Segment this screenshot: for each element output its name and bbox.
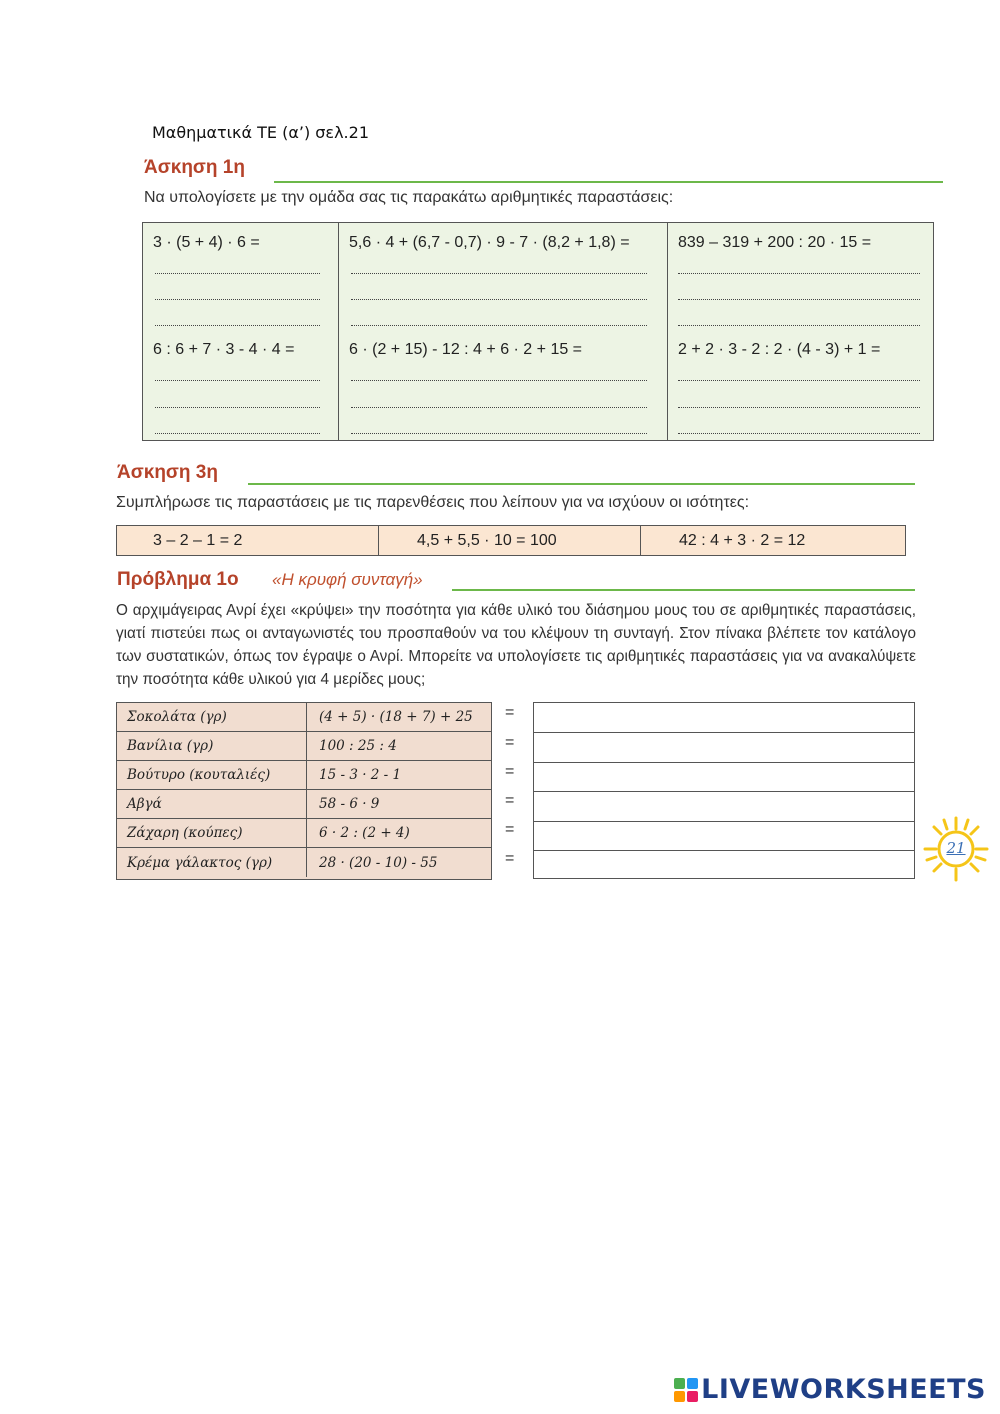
answer-line[interactable] <box>155 380 320 381</box>
exercise1-instruction: Να υπολογίσετε με την ομάδα σας τις παρακάτω αριθμητικές παραστάσεις: <box>144 189 674 206</box>
exercise1-title-line <box>274 181 943 183</box>
exercise3-cell[interactable]: 42 : 4 + 3 · 2 = 12 <box>679 531 806 549</box>
table-row <box>117 848 491 877</box>
table-row <box>117 703 491 732</box>
ingredient-expression: (4 + 5) · (18 + 7) + 25 <box>319 709 473 725</box>
answer-line[interactable] <box>155 299 320 300</box>
problem1-subtitle: «Η κρυφή συνταγή» <box>272 570 423 589</box>
table-row <box>117 790 491 819</box>
expression: 5,6 · 4 + (6,7 - 0,7) · 9 - 7 · (8,2 + 1,8) = <box>349 234 630 251</box>
exercise3-cell[interactable]: 4,5 + 5,5 · 10 = 100 <box>379 526 641 555</box>
expression: 6 : 6 + 7 · 3 - 4 · 4 = <box>153 341 295 358</box>
answer-box[interactable] <box>533 732 915 763</box>
recipe-table <box>116 702 492 880</box>
table-row <box>117 761 491 790</box>
problem1-title-line <box>452 589 915 591</box>
liveworksheets-logo[interactable] <box>674 1374 986 1405</box>
answer-line[interactable] <box>678 380 920 381</box>
equals-sign: = <box>505 850 515 867</box>
ingredient-label: Αβγά <box>117 790 307 818</box>
answer-line[interactable] <box>155 407 320 408</box>
expression: 3 · (5 + 4) · 6 = <box>153 234 260 251</box>
exercise3-instruction: Συμπλήρωσε τις παραστάσεις με τις παρενθέσεις που λείπουν για να ισχύουν οι ισότητες: <box>116 494 750 511</box>
source-reference: Μαθηματικά ΤΕ (α’) σελ.21 <box>152 123 369 142</box>
ingredient-expression: 28 · (20 - 10) - 55 <box>319 854 438 871</box>
sun-icon <box>922 815 990 883</box>
logo-grid-icon <box>674 1378 698 1402</box>
expression: 2 + 2 · 3 - 2 : 2 · (4 - 3) + 1 = <box>678 341 881 358</box>
exercise3-table <box>116 525 906 556</box>
logo-text: LIVEWORKSHEETS <box>701 1374 986 1405</box>
answer-line[interactable] <box>678 325 920 326</box>
equals-sign: = <box>505 734 515 751</box>
page-number: 21 <box>946 839 966 857</box>
ingredient-label: Σοκολάτα (γρ) <box>117 703 307 731</box>
ingredient-label: Βούτυρο (κουταλιές) <box>117 761 307 789</box>
problem1-title: Πρόβλημα 1ο <box>117 569 239 590</box>
answer-box[interactable] <box>533 821 915 851</box>
answer-line[interactable] <box>678 433 920 434</box>
answer-line[interactable] <box>351 299 647 300</box>
answer-line[interactable] <box>351 407 647 408</box>
ingredient-expression: 15 - 3 · 2 - 1 <box>319 767 402 783</box>
answer-line[interactable] <box>678 299 920 300</box>
answer-box[interactable] <box>533 762 915 792</box>
answer-box[interactable] <box>533 702 915 733</box>
ingredient-expression: 58 - 6 · 9 <box>319 796 380 812</box>
answer-box[interactable] <box>533 850 915 879</box>
exercise1-column <box>143 223 339 440</box>
ingredient-expression: 6 · 2 : (2 + 4) <box>319 825 410 841</box>
expression: 6 · (2 + 15) - 12 : 4 + 6 · 2 + 15 = <box>349 341 583 358</box>
exercise1-column <box>668 223 933 440</box>
exercise3-title-line <box>248 483 915 485</box>
equals-sign: = <box>505 763 515 780</box>
answer-line[interactable] <box>155 433 320 434</box>
exercise3-title: Άσκηση 3η <box>117 462 218 483</box>
answer-line[interactable] <box>351 273 647 274</box>
exercise3-cell[interactable]: 3 – 2 – 1 = 2 <box>117 526 379 555</box>
exercise1-column <box>339 223 668 440</box>
answer-line[interactable] <box>155 325 320 326</box>
exercise1-title: Άσκηση 1η <box>144 157 245 178</box>
answer-line[interactable] <box>678 407 920 408</box>
equals-sign: = <box>505 704 515 721</box>
ingredient-label: Βανίλια (γρ) <box>117 732 307 760</box>
problem1-paragraph: Ο αρχιμάγειρας Ανρί έχει «κρύψει» την ποσότητα για κάθε υλικό του διάσημου μους του σε αριθμητικές παραστάσεις, γιατί πιστεύει πως οι ανταγωνιστές του προσπαθούν να του κλέψουν τη συνταγή. Στον πίνακα βλέπετε τον κατάλογο των συστατικών, όπως τον έγραψε ο Ανρί. Μπορείτε να υπολογίσετε τις αριθμητικές παραστάσεις για να ανακαλύψετε την ποσότητα κάθε υλικού για 4 μερίδες μους; <box>116 602 916 688</box>
ingredient-label: Κρέμα γάλακτος (γρ) <box>117 848 307 877</box>
ingredient-label: Ζάχαρη (κούπες) <box>117 819 307 847</box>
equals-sign: = <box>505 821 515 838</box>
answer-line[interactable] <box>351 325 647 326</box>
expression: 839 – 319 + 200 : 20 · 15 = <box>678 234 872 251</box>
exercise1-table <box>142 222 934 441</box>
table-row <box>117 732 491 761</box>
table-row <box>117 819 491 848</box>
answer-line[interactable] <box>678 273 920 274</box>
answer-line[interactable] <box>351 433 647 434</box>
answer-line[interactable] <box>351 380 647 381</box>
answer-line[interactable] <box>155 273 320 274</box>
ingredient-expression: 100 : 25 : 4 <box>319 738 397 754</box>
answer-box[interactable] <box>533 791 915 822</box>
equals-sign: = <box>505 792 515 809</box>
